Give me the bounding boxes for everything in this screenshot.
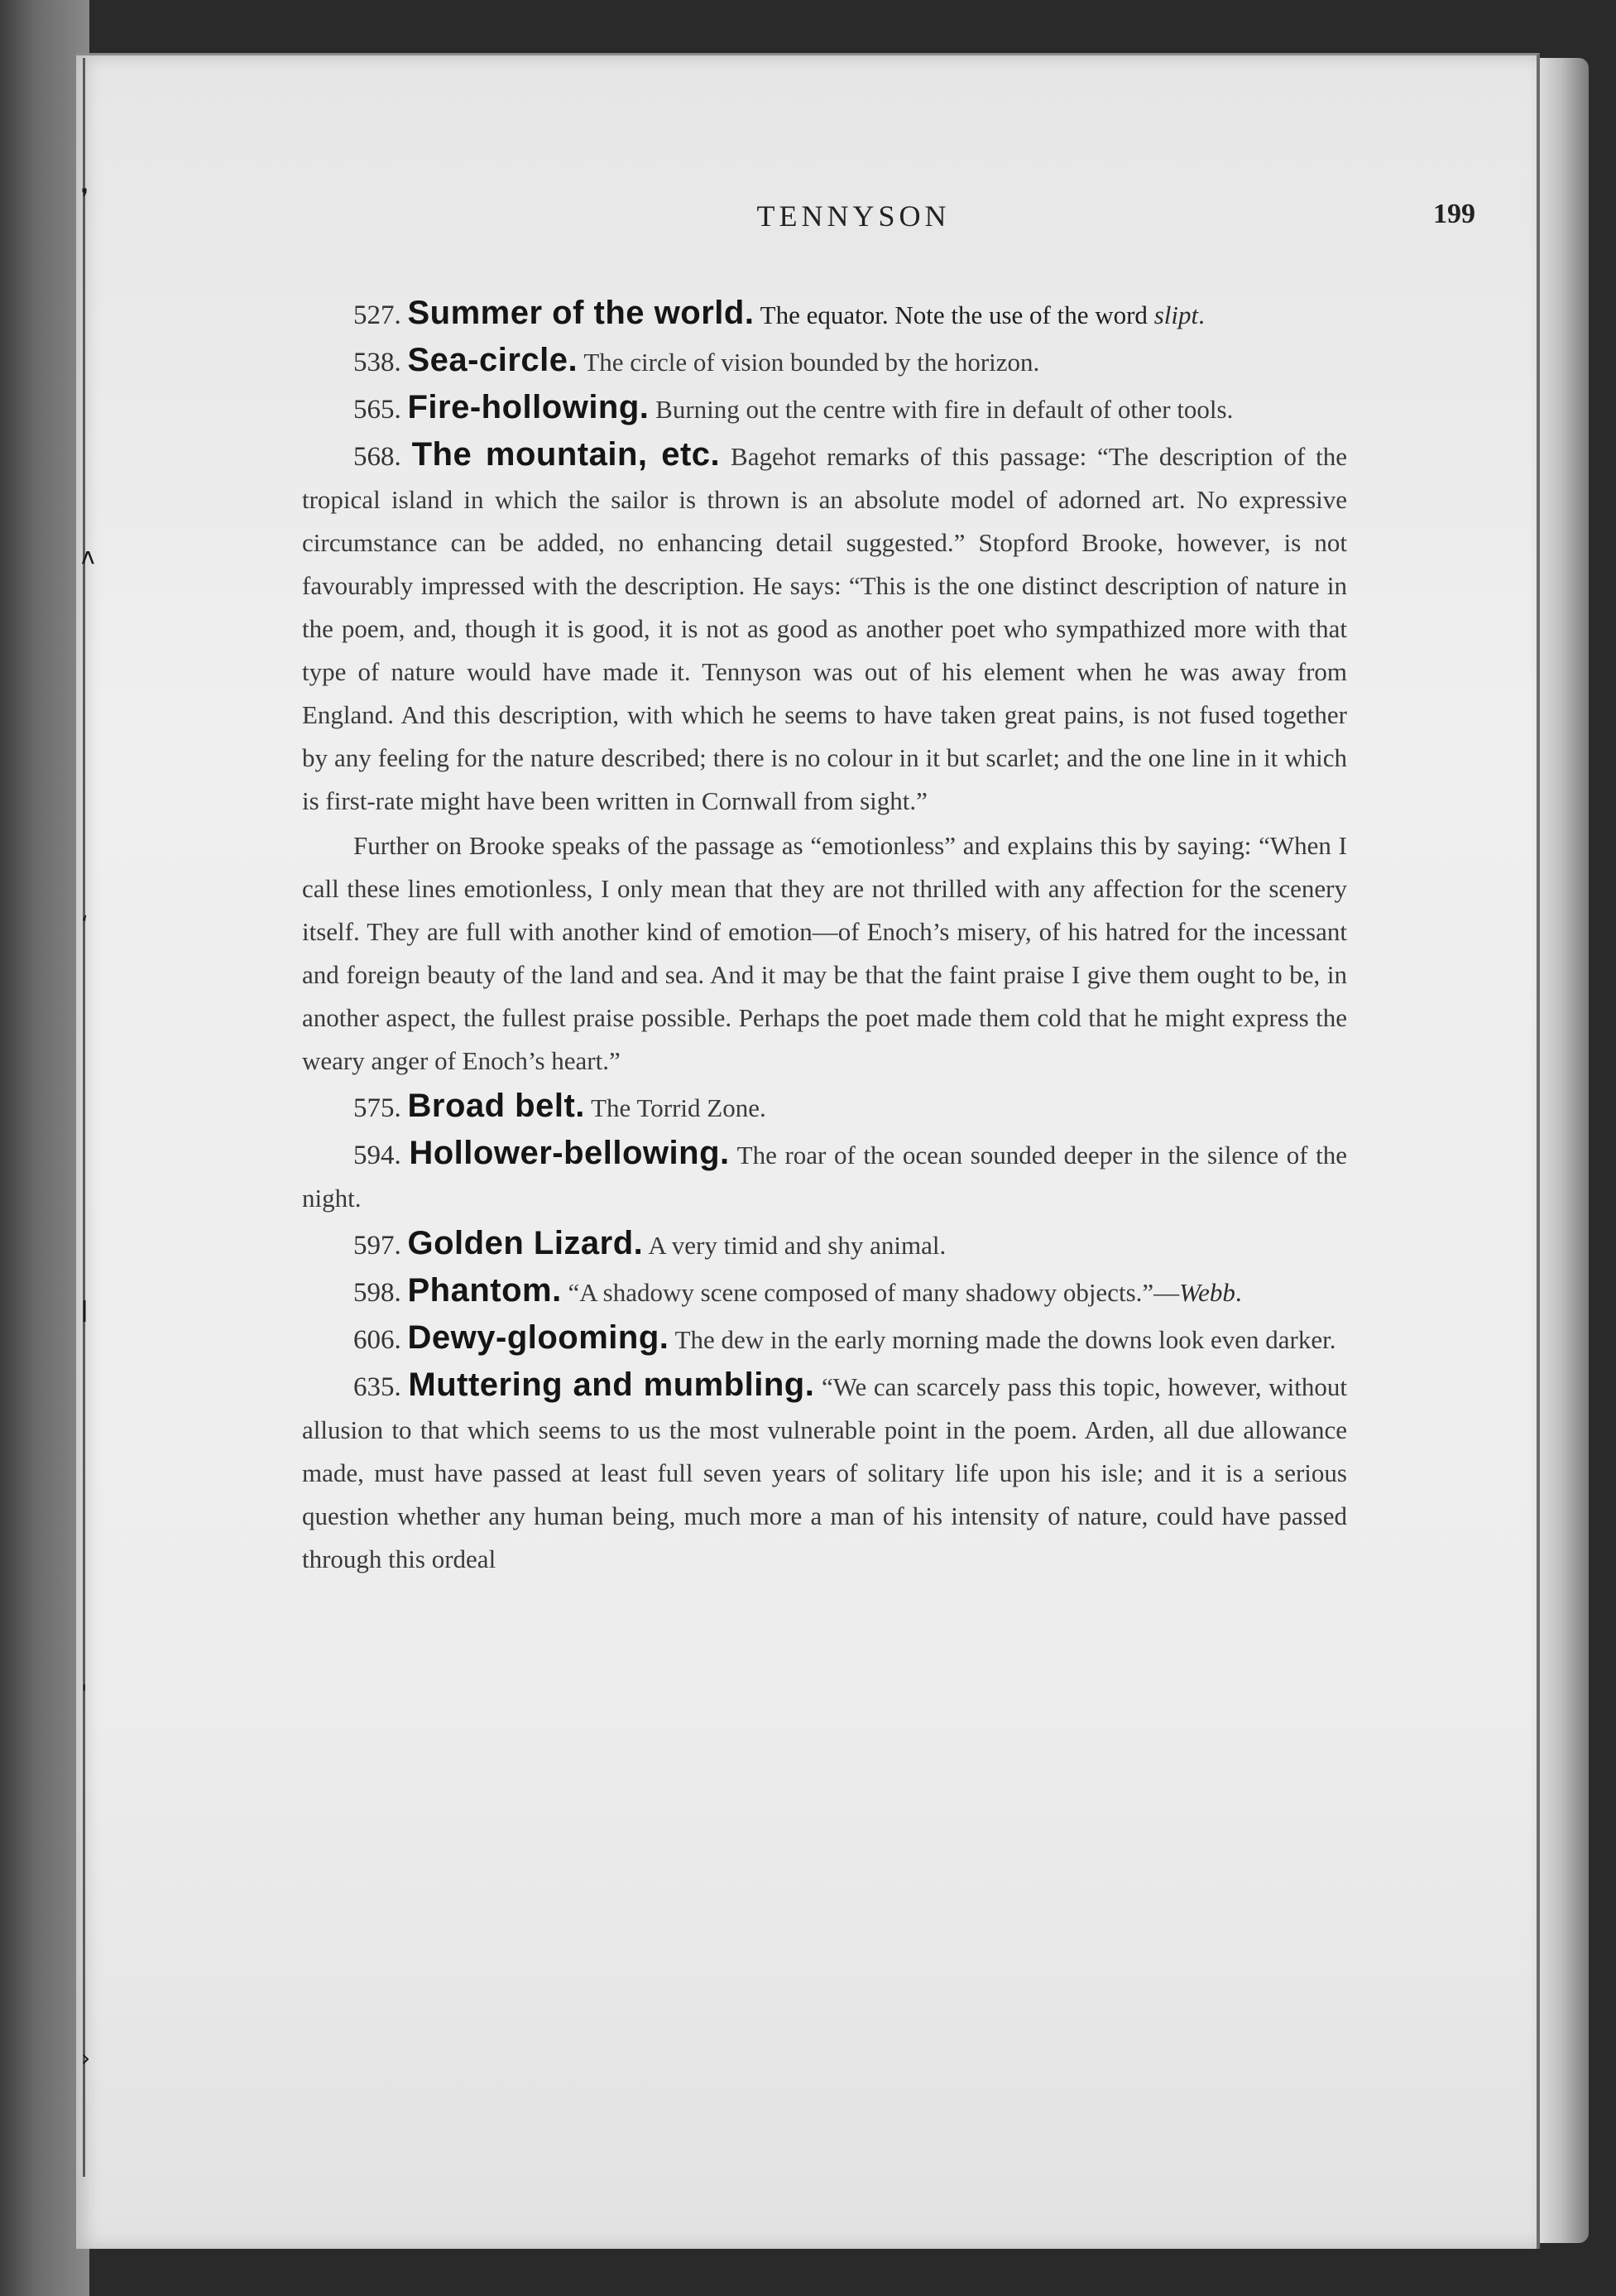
entry-text: The equator. Note the use of the word bbox=[754, 300, 1154, 329]
entry-text: The Torrid Zone. bbox=[584, 1093, 766, 1122]
bleed-mark: › bbox=[81, 2044, 91, 2072]
entry-heading: Phantom. bbox=[407, 1272, 562, 1309]
line-number: 635. bbox=[353, 1372, 401, 1402]
line-number: 527. bbox=[353, 300, 401, 330]
note-entry bbox=[302, 1363, 1347, 1581]
line-number: 538. bbox=[353, 348, 401, 377]
entry-heading: Sea-circle. bbox=[407, 342, 578, 378]
entry-heading: Muttering and mumbling. bbox=[408, 1367, 815, 1403]
entry-italic: slipt bbox=[1153, 300, 1199, 329]
running-head bbox=[306, 199, 1475, 248]
spine-shadow bbox=[83, 58, 85, 2177]
line-number: 568. bbox=[353, 442, 401, 472]
bleed-mark: ˈ bbox=[81, 1680, 88, 1708]
line-number: 606. bbox=[353, 1325, 401, 1355]
note-entry bbox=[302, 1316, 1347, 1362]
line-number: 565. bbox=[353, 395, 401, 425]
note-entry bbox=[302, 291, 1347, 337]
entry-text: “A shadowy scene composed of many shadowy objects.”— bbox=[561, 1278, 1180, 1307]
entry-text: The dew in the early morning made the downs look even darker. bbox=[669, 1325, 1336, 1354]
note-entry bbox=[302, 1084, 1347, 1130]
running-title: TENNYSON bbox=[756, 199, 951, 233]
entry-text: Bagehot remarks of this passage: “The description of the tropical island in which the sailor is thrown is an absolute model of adorned art. No expressive circumstance can be added, no enhancing detail suggested.” Stopford Brooke, however, is not favourably impressed with the description. He says: “This is the one distinct description of nature in the poem, and, though it is good, it is not as good as another poet who sympathized more with that type of nature would have made it. Tennyson was out of his element when he was away from England. And this description, with which he seems to have taken great pains, is not fused together by any feeling for the nature described; there is no colour in it but scarlet; and the one line in it which is first-rate might have been written in Cornwall from sight.” bbox=[302, 442, 1347, 815]
entry-text: The circle of vision bounded by the horizon. bbox=[578, 348, 1040, 377]
note-entry bbox=[302, 1269, 1347, 1314]
bleed-mark: ❜ bbox=[81, 184, 89, 211]
line-number: 597. bbox=[353, 1231, 401, 1261]
note-entry bbox=[302, 386, 1347, 431]
bleed-mark: ǀ bbox=[81, 1295, 89, 1323]
entry-italic: Webb bbox=[1179, 1278, 1235, 1307]
bleed-mark: ʻ bbox=[81, 910, 89, 938]
line-number: 575. bbox=[353, 1093, 401, 1123]
body-paragraph: Further on Brooke speaks of the passage as “emotionless” and explains this by saying: “When I call these lines emotionless, I only mean that they are not thrilled with any affection for the scenery itself. They are full with another kind of emotion—of Enoch’s misery, of his hatred for the incessant and foreign beauty of the land and sea. And it may be that the faint praise I give them ought to be, in another aspect, the fullest praise possible. Perhaps the poet made them cold that he might express the weary anger of Enoch’s heart.” bbox=[302, 831, 1347, 1075]
note-entry bbox=[302, 1222, 1347, 1267]
entry-heading: Fire-hollowing. bbox=[407, 389, 650, 425]
entry-heading: Hollower-bellowing. bbox=[409, 1135, 730, 1171]
page-content bbox=[302, 291, 1347, 1583]
entry-heading: Golden Lizard. bbox=[407, 1225, 644, 1261]
bleed-mark: ʌ bbox=[81, 542, 95, 569]
entry-heading: Broad belt. bbox=[407, 1088, 585, 1124]
entry-heading: The mountain, etc. bbox=[411, 436, 721, 473]
note-entry bbox=[302, 339, 1347, 384]
line-number: 594. bbox=[353, 1141, 401, 1170]
page-number: 199 bbox=[1433, 199, 1475, 229]
entry-heading: Dewy-glooming. bbox=[407, 1319, 669, 1356]
note-entry bbox=[302, 1131, 1347, 1220]
entry-heading: Summer of the world. bbox=[407, 295, 755, 331]
entry-text-end: . bbox=[1198, 300, 1205, 329]
entry-text: “We can scarcely pass this topic, however, without allusion to that which seems to us the most vulnerable point in the poem. Arden, all due allowance made, must have passed at least full seven years of solitary life upon his isle; and it is a serious question whether any human being, much more a man of his intensity of nature, could have passed through this ordeal bbox=[302, 1372, 1348, 1573]
line-number: 598. bbox=[353, 1278, 401, 1308]
entry-text: The roar of the ocean sounded deeper in the silence of the night. bbox=[302, 1141, 1348, 1213]
entry-text: A very timid and shy animal. bbox=[643, 1231, 947, 1260]
note-entry bbox=[302, 433, 1347, 823]
entry-text: Burning out the centre with fire in default of other tools. bbox=[649, 395, 1234, 424]
entry-text-end: . bbox=[1235, 1278, 1242, 1307]
